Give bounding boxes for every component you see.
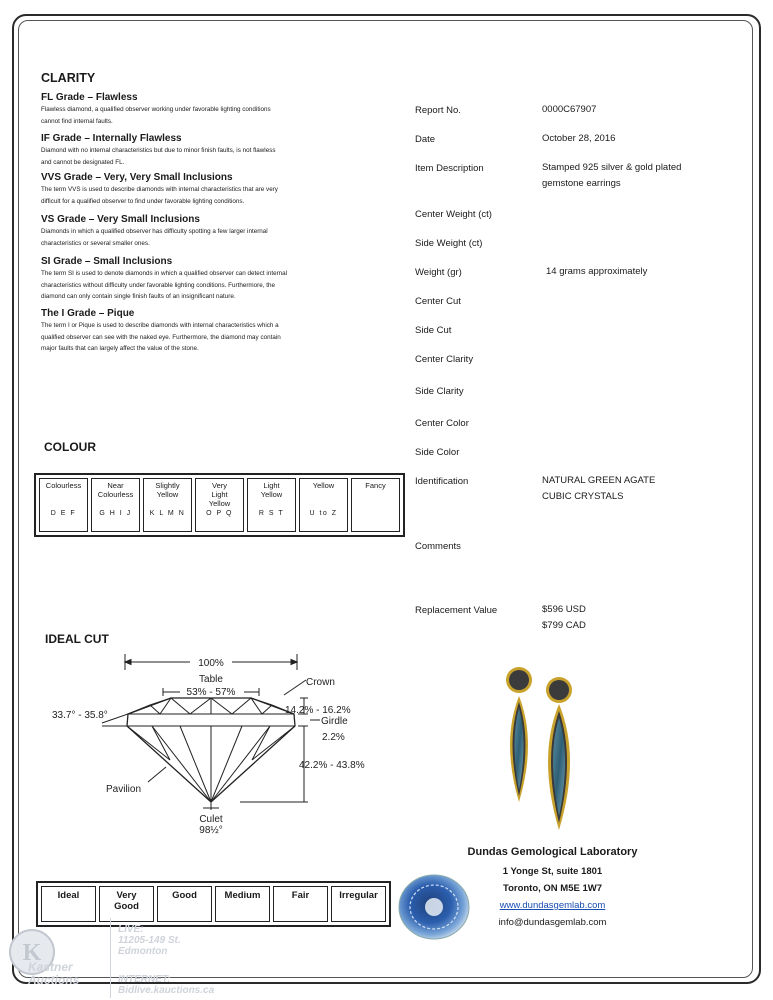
colour-cell-grade: G H I J [99,510,132,517]
girdle-value: 2.2% [322,732,345,743]
colour-cell-grade: R S T [258,510,285,517]
clarity-grade-desc: Diamond with no internal characteristics but due to minor finish faults, is not flawless [41,147,276,154]
clarity-grade-heading: IF Grade – Internally Flawless [41,133,182,144]
crown-range: 14.2% - 16.2% [285,705,351,716]
clarity-grade [41,172,371,207]
live-address1: 11205-149 St. [118,935,181,946]
field-label: Side Color [415,447,460,458]
cut-grade-cell [215,886,270,922]
field-label: Center Cut [415,296,461,307]
field-value: 14 grams approximately [546,266,648,277]
colour-cell [143,478,192,532]
colour-cell-label [249,481,294,510]
colour-cell-label-line: Yellow [312,481,335,490]
diamond-proportions-diagram [40,650,370,840]
clarity-grade [41,308,371,355]
field-label: Item Description [415,163,484,174]
crown-leader [284,680,306,695]
clarity-grade-desc: and cannot be designated FL. [41,158,125,166]
field-label: Center Weight (ct) [415,209,492,220]
field-value: 0000C67907 [542,104,597,115]
field-value: Stamped 925 silver & gold plated [542,162,682,173]
field-label: Side Cut [415,325,452,336]
colour-cell-label [301,481,346,510]
earring-left [506,667,532,802]
colour-cell-label-line: Light [211,490,228,499]
watermark-divider [110,918,111,998]
table-label: Table [199,674,223,685]
field-label: Date [415,134,436,145]
colour-cell-label [93,481,138,510]
field-value: October 28, 2016 [542,133,616,144]
colour-cell-label-line: Colourless [45,481,82,490]
field-label: Comments [415,541,461,552]
clarity-grade [41,256,371,303]
colour-cell-label [41,481,86,510]
cut-grade-label: Irregular [339,890,378,901]
colour-cell-label-line: Yellow [156,490,179,499]
ideal-cut-title: IDEAL CUT [45,632,109,646]
cut-grade-label: Medium [224,890,261,901]
clarity-grade-desc: diamond can only contain single finish faults of an insignificant nature. [41,293,236,300]
field-label: Side Weight (ct) [415,238,483,249]
field-value: CUBIC CRYSTALS [542,491,624,502]
field-label: Side Clarity [415,386,464,397]
lab-address1: 1 Yonge St, suite 1801 [502,866,603,877]
clarity-grade-desc: qualified observer can see with the naked eye. Furthermore, the diamond may contain [41,333,281,341]
clarity-grade [41,214,371,249]
colour-cell-label [197,481,242,510]
clarity-grade-desc: The term VVS is used to describe diamonds with internal characteristics that are very [41,186,278,193]
pavilion-label: Pavilion [106,784,142,795]
svg-text:K: K [22,940,42,966]
colour-cell-label [145,481,190,510]
colour-cell-label-line: Yellow [208,499,231,508]
clarity-grade-heading: VS Grade – Very Small Inclusions [41,214,200,225]
earring-right [546,677,572,830]
width-label: 100% [198,658,224,669]
colour-cell-grade: D E F [50,510,77,517]
clarity-grade-desc: The term I or Pique is used to describe diamonds with internal characteristics which a [41,322,279,329]
field-label: Weight (gr) [415,267,462,278]
culet-value: 98½° [199,825,223,836]
cut-grade-cell [273,886,328,922]
colour-cell [39,478,88,532]
clarity-grade-heading: VVS Grade – Very, Very Small Inclusions [41,172,233,183]
crown-label: Crown [306,677,335,688]
brand-top: Kastner [28,960,73,974]
field-value: NATURAL GREEN AGATE [542,475,656,486]
field-label: Identification [415,476,469,487]
colour-cell [91,478,140,532]
colour-cell-fancy: Fancy [351,478,400,532]
field-label: Center Clarity [415,354,474,365]
live-address2: Edmonton [118,946,168,957]
colour-cell-label-line: Yellow [260,490,283,499]
clarity-grade-desc: characteristics without difficulty under favorable lighting conditions. Furthermore, the [41,281,276,289]
cut-grade-label: Good [172,890,197,901]
field-value: $596 USD [542,604,586,615]
clarity-grade-heading: The I Grade – Pique [41,308,135,319]
colour-cell-label-line: Near [107,481,124,490]
lab-name: Dundas Gemological Laboratory [467,846,638,858]
internet-label: INTERNET: [118,974,171,985]
field-value: gemstone earrings [542,178,621,189]
cut-grade-label: Good [114,901,139,912]
colour-cell [299,478,348,532]
colour-cell-label-line: Slightly [155,481,180,490]
colour-title: COLOUR [44,440,96,454]
lab-email[interactable]: info@dundasgemlab.com [498,917,607,928]
brand-bottom: Auctions [28,973,80,987]
cut-grade-cell [99,886,154,922]
colour-cell-grade: O P Q [206,510,233,517]
cut-grade-cell [41,886,96,922]
field-label: Replacement Value [415,605,498,616]
colour-cell [247,478,296,532]
colour-cell-grade: U to Z [309,510,338,517]
pavilion-leader [148,767,166,782]
cut-grade-label: Ideal [57,890,80,901]
colour-cell [195,478,244,532]
culet-label: Culet [199,814,223,825]
lab-website-link[interactable]: www.dundasgemlab.com [499,900,606,911]
hologram-seal [396,872,472,942]
earrings-photo [497,662,592,837]
clarity-grade-desc: Flawless diamond, a qualified observer working under favorable lighting conditions [41,106,271,113]
clarity-grade-desc: characteristics or several smaller ones. [41,239,150,247]
clarity-grade-desc: difficult for a qualified observer to find under favorable lighting conditions. [41,197,245,205]
internet-url[interactable]: Bidlive.kauctions.ca [118,985,215,996]
field-label: Center Color [415,418,469,429]
colour-cell-label-line: Very [211,481,227,490]
colour-cell-label-line: Light [263,481,280,490]
clarity-grade-desc: cannot find internal faults. [41,117,113,125]
auction-watermark [6,918,246,998]
field-value: $799 CAD [542,620,586,631]
cut-grade-cell [331,886,386,922]
live-label: LIVE: [118,924,144,935]
girdle-label: Girdle [321,716,348,727]
clarity-grade [41,133,371,168]
clarity-grade-desc: Diamonds in which a qualified observer has difficulty spotting a few larger internal [41,228,268,235]
clarity-grade-heading: SI Grade – Small Inclusions [41,256,173,267]
clarity-grade-heading: FL Grade – Flawless [41,92,138,103]
cut-grade-label: Very [116,890,137,901]
table-range: 53% - 57% [186,687,236,698]
pavilion-range: 42.2% - 43.8% [299,760,365,771]
lab-address2: Toronto, ON M5E 1W7 [502,883,603,894]
colour-cell-grade: K L M N [149,510,186,517]
clarity-grade-desc: The term SI is used to denote diamonds in which a qualified observer can detect internal [41,270,288,277]
clarity-title: CLARITY [41,71,96,85]
cut-grade-cell [157,886,212,922]
colour-scale-table [34,473,405,537]
cut-grade-label: Fair [291,890,310,901]
crown-angle: 33.7° - 35.8° [52,710,108,721]
clarity-grade [41,92,371,127]
clarity-grade-desc: major faults that can largely affect the value of the stone. [41,345,199,352]
colour-cell-label-line: Colourless [97,490,134,499]
field-label: Report No. [415,105,461,116]
